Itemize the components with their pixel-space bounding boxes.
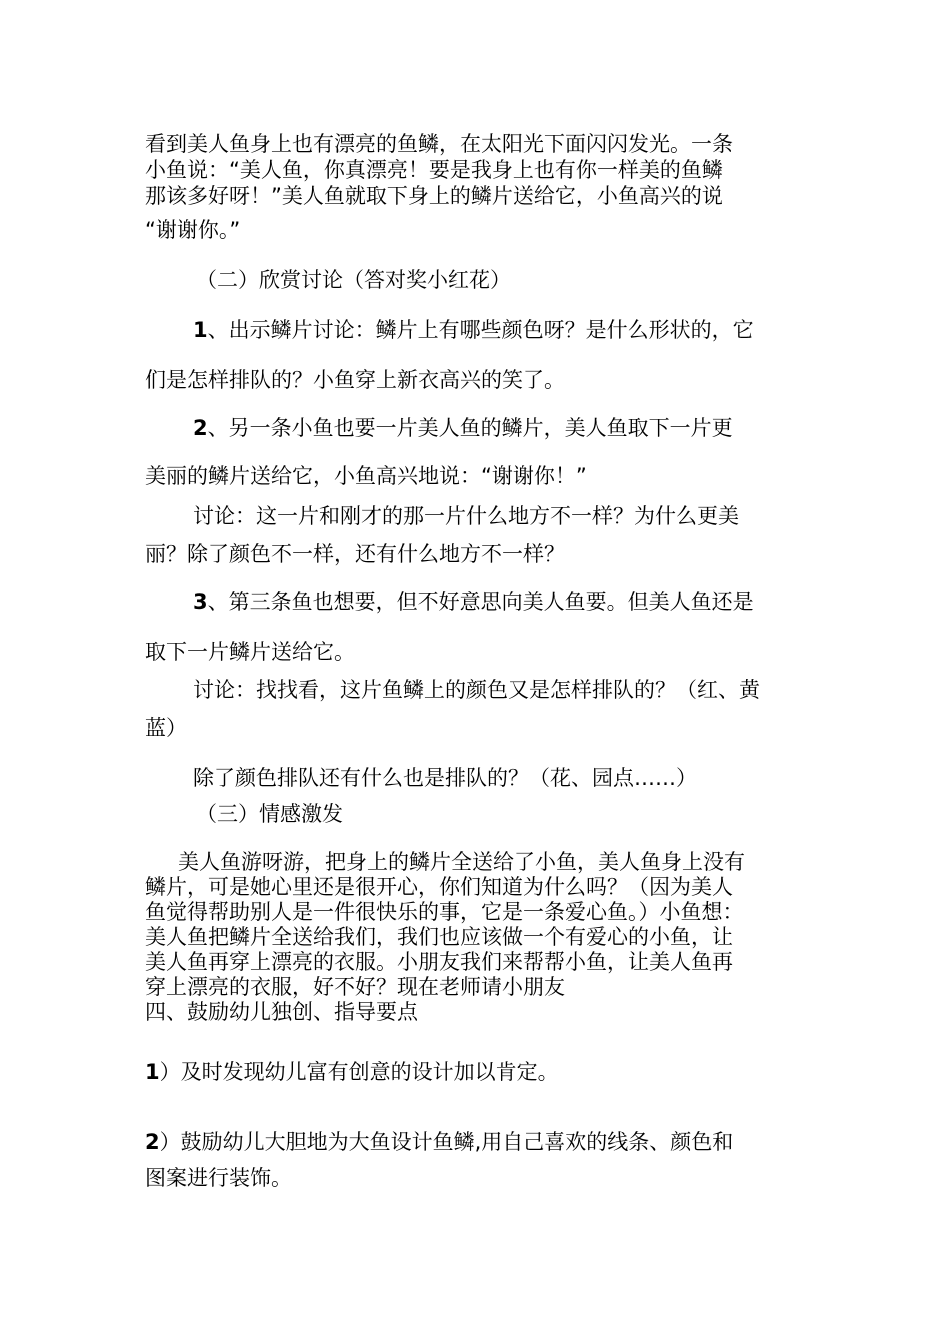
discussion-question-3: 除了颜色排队还有什么也是排队的？（花、园点……） [193, 766, 697, 790]
text-line [193, 412, 733, 442]
text-line: 美丽的鳞片送给它，小鱼高兴地说：“谢谢你！” [145, 464, 587, 488]
text-line: 图案进行装饰。 [145, 1166, 292, 1190]
text-line: 取下一片鳞片送给它。 [145, 640, 355, 664]
item-number: 2 [193, 416, 208, 440]
text-line: 美人鱼把鳞片全送给我们，我们也应该做一个有爱心的小鱼，让 [145, 925, 733, 949]
item-text: 、出示鳞片讨论：鳞片上有哪些颜色呀？是什么形状的，它 [207, 318, 754, 342]
text-line: 看到美人鱼身上也有漂亮的鱼鳞，在太阳光下面闪闪发光。一条 [145, 132, 733, 156]
guidance-point-1 [145, 1056, 559, 1086]
text-line: 讨论：找找看，这片鱼鳞上的颜色又是怎样排队的？（红、黄 [193, 678, 760, 702]
text-line: 讨论：这一片和刚才的那一片什么地方不一样？为什么更美 [193, 504, 739, 528]
section-heading-4: 四、鼓励幼儿独创、指导要点 [145, 1000, 418, 1024]
section-heading-2: （二）欣赏讨论（答对奖小红花） [196, 268, 511, 292]
text-line: 那该多好呀！”美人鱼就取下身上的鳞片送给它，小鱼高兴的说 [145, 184, 723, 208]
item-number: 3 [193, 590, 208, 614]
text-line: 穿上漂亮的衣服，好不好？现在老师请小朋友 [145, 975, 565, 999]
item-number: 1 [193, 318, 208, 342]
text-line [145, 1126, 733, 1156]
item-text: 、第三条鱼也想要，但不好意思向美人鱼要。但美人鱼还是 [207, 590, 754, 614]
text-line: “谢谢你。” [145, 218, 241, 242]
section-heading-3: （三）情感激发 [196, 802, 343, 826]
point-text: ）鼓励幼儿大胆地为大鱼设计鱼鳞,用自己喜欢的线条、颜色和 [159, 1130, 734, 1154]
text-line: 鱼觉得帮助别人是一件很快乐的事，它是一条爱心鱼。）小鱼想： [145, 900, 744, 924]
text-line: 蓝） [145, 716, 187, 740]
item-text: 、另一条小鱼也要一片美人鱼的鳞片，美人鱼取下一片更 [207, 416, 733, 440]
text-line: 丽？除了颜色不一样，还有什么地方不一样？ [145, 542, 565, 566]
point-number: 2 [145, 1130, 160, 1154]
text-line: 们是怎样排队的？小鱼穿上新衣高兴的笑了。 [145, 368, 565, 392]
text-line: 小鱼说：“美人鱼，你真漂亮！要是我身上也有你一样美的鱼鳞 [145, 158, 723, 182]
text-line: 鳞片，可是她心里还是很开心，你们知道为什么吗？（因为美人 [145, 875, 733, 899]
point-number: 1 [145, 1060, 160, 1084]
text-line [193, 586, 754, 616]
text-line: 美人鱼游呀游，把身上的鳞片全送给了小鱼，美人鱼身上没有 [178, 850, 745, 874]
text-line [193, 314, 754, 344]
point-text: ）及时发现幼儿富有创意的设计加以肯定。 [159, 1060, 559, 1084]
text-line: 美人鱼再穿上漂亮的衣服。小朋友我们来帮帮小鱼，让美人鱼再 [145, 950, 733, 974]
